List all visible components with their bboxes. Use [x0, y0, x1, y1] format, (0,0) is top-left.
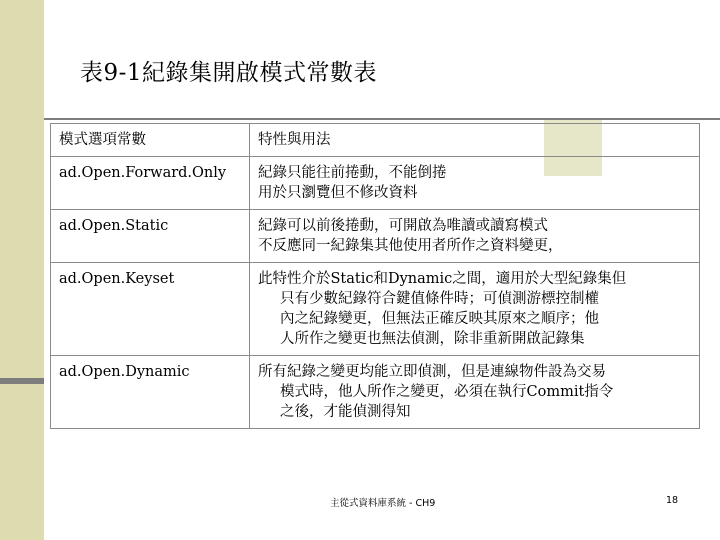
table-row [51, 263, 700, 356]
description-line: 紀錄只能往前捲動，不能倒捲 [258, 165, 447, 181]
mode-description [250, 157, 700, 210]
title-divider [44, 118, 720, 120]
description-line: 所有紀錄之變更均能立即偵測，但是連線物件設為交易 [258, 364, 606, 380]
description-line: 模式時，他人所作之變更，必須在執行Commit指令 [280, 384, 614, 400]
description-line: 只有少數紀錄符合鍵值條件時；可偵測游標控制權 [280, 291, 599, 307]
description-line: 此特性介於Static和Dynamic之間，適用於大型紀錄集但 [258, 271, 627, 287]
footer-course-label: 主從式資料庫系統 - CH9 [330, 498, 436, 509]
mode-name: ad.Open.Dynamic [51, 356, 250, 429]
table-row [51, 157, 700, 210]
header-feature-usage: 特性與用法 [250, 124, 700, 157]
description-line: 之後，才能偵測得知 [280, 404, 411, 420]
table-row [51, 356, 700, 429]
header-mode-option: 模式選項常數 [51, 124, 250, 157]
description-line: 內之紀錄變更，但無法正確反映其原來之順序；他 [280, 311, 599, 327]
mode-constants-table [50, 123, 700, 429]
mode-name: ad.Open.Static [51, 210, 250, 263]
description-line: 不反應同一紀錄集其他使用者所作之資料變更， [258, 238, 563, 254]
description-line: 人所作之變更也無法偵測，除非重新開啟記錄集 [280, 331, 585, 347]
mode-name: ad.Open.Forward.Only [51, 157, 250, 210]
left-accent-bar [0, 378, 44, 384]
left-decorative-strip [0, 0, 44, 540]
slide-title: 表9-1紀錄集開啟模式常數表 [80, 60, 378, 86]
page-number: 18 [666, 495, 679, 506]
table-row [51, 210, 700, 263]
mode-description [250, 263, 700, 356]
mode-description [250, 210, 700, 263]
mode-description [250, 356, 700, 429]
description-line: 紀錄可以前後捲動，可開啟為唯讀或讀寫模式 [258, 218, 548, 234]
description-line: 用於只瀏覽但不修改資料 [258, 185, 418, 201]
table-header-row [51, 124, 700, 157]
mode-name: ad.Open.Keyset [51, 263, 250, 356]
